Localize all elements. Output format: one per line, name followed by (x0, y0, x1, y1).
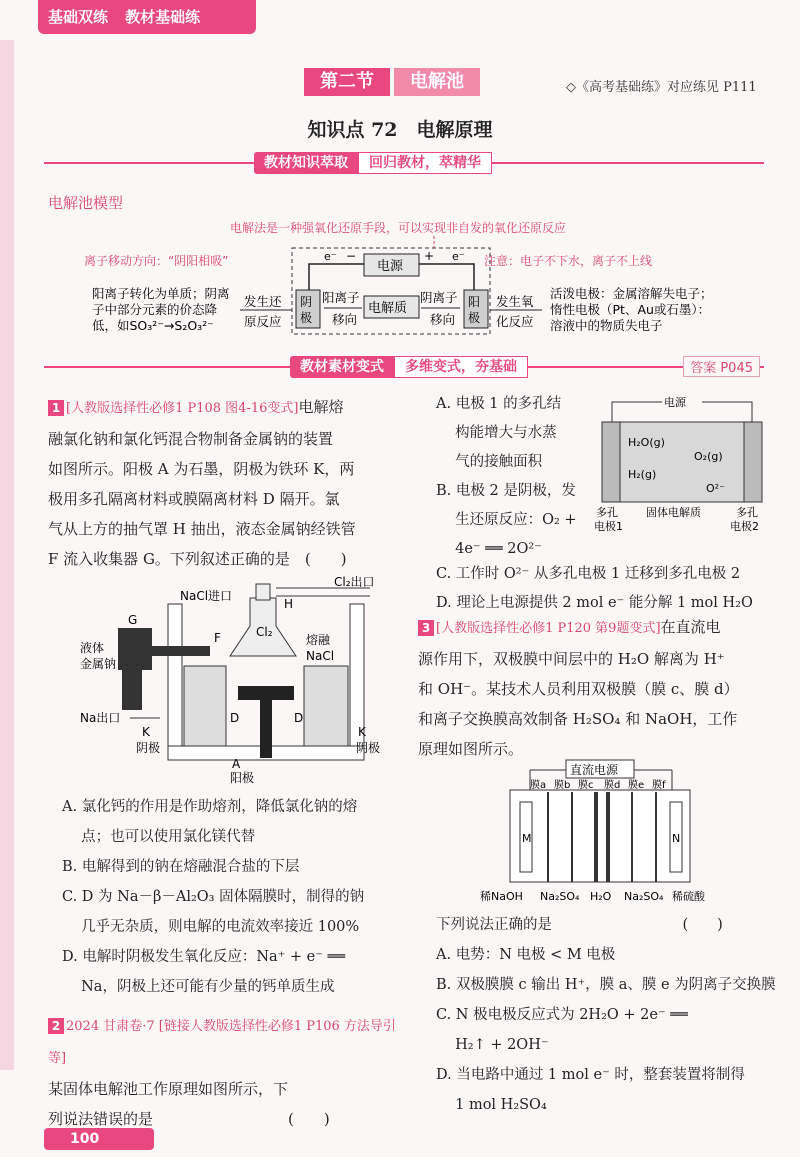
anode-label-1: 阳 (468, 295, 481, 309)
D-label-left: D (230, 711, 240, 725)
q3-bipolar-membrane-figure (480, 758, 716, 908)
plus-sign: + (424, 249, 435, 263)
na-outlet-label: Na出口 (80, 711, 121, 725)
q3-stem-2: 和 OH⁻。某技术人员利用双极膜（膜 c、膜 d） (418, 680, 739, 698)
question-3 (418, 612, 768, 764)
cathode-rxn-1: 发生还 (244, 294, 282, 309)
banner2-label-b: 多维变式，夯基础 (394, 356, 528, 378)
q1-stem-0: 电解熔 (298, 398, 344, 416)
cathode-label-2: 极 (300, 311, 313, 325)
electrode1-label-1: 多孔 (596, 506, 618, 519)
q1-stem-2: 如图所示。阳极 A 为石墨，阴极为铁环 K，两 (48, 460, 355, 478)
bottom-label-3: Na₂SO₄ (624, 890, 664, 903)
left-text-2: 子中部分元素的价态降 (92, 302, 218, 317)
A-label: A (232, 757, 241, 771)
q2-option-b-1[interactable]: B. 电极 2 是阴极，发 (436, 483, 576, 499)
porous-electrode-1 (602, 422, 620, 502)
cathode-label-1: 阴 (300, 295, 313, 309)
q3-stem-4: 原理如图所示。 (418, 740, 524, 758)
left-wire (309, 264, 364, 290)
bottom-label-2: H₂O (590, 890, 612, 903)
question-1 (48, 392, 398, 574)
anion-label: 阴离子 (420, 290, 458, 305)
model-left-note: 离子移动方向：“阴阳相吸” (84, 254, 229, 268)
electrode2-label-1: 多孔 (736, 506, 758, 519)
model-right-note: 注意：电子不下水，离子不上线 (484, 254, 653, 268)
membrane-label-e: 膜e (628, 780, 645, 791)
anode-rxn-1: 发生氧 (496, 294, 534, 309)
cation-move-label: 移向 (332, 312, 358, 327)
q2-option-a-3: 气的接触面积 (436, 454, 543, 470)
bottom-label-0: 稀NaOH (480, 890, 523, 903)
anion-move-label: 移向 (430, 312, 456, 327)
electrolysis-model-diagram (44, 212, 764, 342)
left-text-3: 低，如SO₃²⁻→S₂O₃²⁻ (92, 318, 214, 333)
bottom-label-1: Na₂SO₄ (540, 890, 580, 903)
q3-stem-3: 和离子交换膜高效制备 H₂SO₄ 和 NaOH，工作 (418, 710, 738, 728)
top-tab (38, 0, 256, 34)
question-2 (48, 1010, 408, 1134)
q3-option-c-1[interactable]: C. N 极电极反应式为 2H₂O + 2e⁻ ══ (436, 1007, 688, 1023)
q2-option-a-1[interactable]: A. 电极 1 的多孔结 (436, 396, 562, 412)
banner-variants (44, 356, 764, 378)
right-wire (419, 264, 474, 290)
pipe-F (140, 646, 210, 656)
q3-question (436, 910, 776, 1120)
q3-option-a[interactable]: A. 电势：N 电极 < M 电极 (436, 947, 616, 963)
left-text-1: 阳离子转化为单质；阴离 (92, 286, 230, 301)
q1-stem-1: 融氯化钠和氯化钙混合物制备金属钠的装置 (48, 430, 334, 448)
N-label: N (672, 832, 681, 845)
q1-option-b[interactable]: B. 电解得到的钠在熔融混合盐的下层 (62, 859, 300, 875)
q1-apparatus-figure (80, 576, 400, 786)
q2-option-c[interactable]: C. 工作时 O²⁻ 从多孔电极 1 迁移到多孔电极 2 (436, 566, 741, 582)
q1-stem-3: 极用多孔隔离材料或膜隔离材料 D 隔开。氯 (48, 490, 340, 508)
K-label-left: K (142, 725, 150, 739)
nacl-inlet-label: NaCl进口 (180, 589, 233, 603)
right-text-2: 惰性电极（Pt、Au或石墨）： (550, 302, 711, 317)
question-3-number: 3 (418, 620, 434, 636)
question-3-source: [人教版选择性必修1 P120 第9题变式] (436, 621, 661, 636)
molten-label-2: NaCl (306, 649, 335, 663)
cathode-rxn-2: 原反应 (244, 314, 282, 329)
q2-option-b-2: 生还原反应：O₂ + (436, 512, 577, 528)
q3-option-b[interactable]: B. 双极膜膜 c 输出 H⁺，膜 a、膜 e 为阴离子交换膜 (436, 977, 776, 993)
banner-label-a: 教材知识萃取 (254, 152, 358, 174)
o2-ion-label: O²⁻ (706, 482, 725, 495)
membrane-label-f: 膜f (652, 780, 666, 791)
h2-label: H₂(g) (628, 468, 657, 481)
cathode-label-right: 阴极 (356, 741, 381, 755)
anode-rxn-2: 化反应 (496, 314, 534, 329)
membrane-label-b: 膜b (554, 780, 571, 791)
question-1-number: 1 (48, 400, 64, 416)
electrode2-label-2: 电极2 (730, 520, 759, 533)
bottom-label-4: 稀硫酸 (672, 890, 705, 903)
reference-note: ◇《高考基础练》对应练见 P111 (566, 80, 757, 95)
minus-sign: − (346, 249, 357, 263)
cell-tank (510, 790, 690, 882)
cathode-left (184, 666, 226, 746)
q2-power-label: 电源 (664, 396, 686, 409)
q2-stem-0: 某固体电解池工作原理如图所示，下 (48, 1080, 289, 1098)
membrane-label-d: 膜d (604, 780, 621, 791)
cation-label: 阳离子 (322, 290, 360, 305)
page-number: 100 (70, 1131, 100, 1147)
q3-stem-0: 在直流电 (660, 618, 721, 636)
cl2-label: Cl₂ (256, 625, 273, 639)
electrolyte-label: 固体电解质 (646, 506, 701, 519)
knowledge-point-title: 知识点 72 电解原理 (307, 119, 493, 141)
right-text-3: 溶液中的物质失电子 (550, 318, 663, 333)
liquid-na-label-2: 金属钠 (80, 657, 117, 671)
M-label: M (522, 832, 532, 845)
q1-options (62, 792, 402, 1002)
cathode-right (304, 666, 348, 746)
q3-ask: 下列说法正确的是 ( ) (436, 917, 723, 933)
q2-options-top (436, 390, 606, 564)
hood-neck (256, 584, 270, 600)
liquid-na-label-1: 液体 (80, 641, 105, 655)
q1-option-c-2: 几乎无杂质，则电解的电流效率接近 100% (62, 919, 360, 935)
q1-stem-5: F 流入收集器 G。下列叙述正确的是 ( ) (48, 550, 347, 568)
banner-knowledge (44, 152, 764, 174)
q1-option-a-2: 点；也可以使用氯化镁代替 (62, 829, 256, 845)
electron-right: e⁻ (452, 250, 465, 263)
power-label: 电源 (377, 259, 404, 274)
solid-electrolyte (620, 422, 744, 502)
q2-option-b-3: 4e⁻ ══ 2O²⁻ (436, 541, 542, 557)
page-number-badge (44, 1128, 154, 1150)
molten-label-1: 熔融 (306, 633, 331, 647)
cl2-outlet-label: Cl₂出口 (334, 576, 375, 589)
anode-top (238, 686, 294, 700)
F-label: F (214, 631, 221, 645)
tab-label-1: 基础双练 (48, 8, 109, 26)
q2-option-d[interactable]: D. 理论上电源提供 2 mol e⁻ 能分解 1 mol H₂O (436, 595, 753, 611)
q3-option-d-1[interactable]: D. 当电路中通过 1 mol e⁻ 时，整套装置将制得 (436, 1067, 745, 1083)
q2-stem-1: 列说法错误的是 ( ) (48, 1110, 330, 1128)
cathode-label-left: 阴极 (136, 741, 161, 755)
left-margin-bar (0, 40, 14, 1070)
question-1-source: [人教版选择性必修1 P108 图4-16变式] (66, 401, 299, 416)
h2o-label: H₂O(g) (628, 436, 665, 449)
model-title: 电解池模型 (48, 194, 124, 212)
right-text-1: 活泼电极：金属溶解失电子； (550, 286, 713, 301)
G-label: G (128, 613, 138, 627)
section-title (304, 68, 480, 96)
anode-stem (260, 700, 272, 758)
q2-solid-cell-figure (594, 392, 770, 542)
anode-label: 阳极 (230, 771, 255, 785)
D-label-right: D (294, 711, 304, 725)
electrolyte-label: 电解质 (368, 301, 408, 316)
H-label: H (284, 597, 294, 611)
q3-stem-1: 源作用下，双极膜中间层中的 H₂O 解离为 H⁺ (418, 650, 725, 668)
q3-option-c-2: H₂↑ + 2OH⁻ (436, 1037, 549, 1053)
electron-left: e⁻ (324, 250, 337, 263)
q2-option-a-2: 构能增大与水蒸 (436, 425, 557, 441)
dc-power-label: 直流电源 (570, 763, 619, 777)
q2-options-bottom (436, 560, 776, 618)
tab-label-2: 教材基础练 (125, 8, 201, 26)
q1-option-c-1[interactable]: C. D 为 Na－β－Al₂O₃ 固体隔膜时，制得的钠 (62, 889, 365, 905)
left-wall (168, 604, 182, 754)
membrane-label-a: 膜a (530, 780, 547, 791)
q1-option-d-1[interactable]: D. 电解时阴极发生氧化反应：Na⁺ + e⁻ ══ (62, 949, 345, 965)
model-top-note: 电解法是一种强氧化还原手段，可以实现非自发的氧化还原反应 (230, 221, 567, 235)
membrane-label-c: 膜c (578, 780, 594, 791)
q1-option-a-1[interactable]: A. 氯化钙的作用是作助熔剂，降低氯化钠的熔 (62, 799, 358, 815)
section-number: 第二节 (304, 68, 390, 96)
q3-option-d-2: 1 mol H₂SO₄ (436, 1097, 547, 1113)
o2-label: O₂(g) (694, 450, 723, 463)
anode-label-2: 极 (468, 311, 481, 325)
banner2-label-a: 教材素材变式 (290, 356, 394, 378)
question-2-number: 2 (48, 1018, 64, 1034)
q1-option-d-2: Na，阴极上还可能有少量的钙单质生成 (62, 979, 335, 995)
answer-ref: 答案 P045 (683, 356, 760, 377)
electrode1-label-2: 电极1 (594, 520, 623, 533)
K-label-right: K (358, 725, 366, 739)
collector-outlet (122, 670, 142, 710)
section-name: 电解池 (394, 68, 480, 96)
question-2-source: 2024 甘肃卷·7 [链接人教版选择性必修1 P106 方法导引等] (48, 1019, 396, 1066)
q1-stem-4: 气从上方的抽气罩 H 抽出，液态金属钠经铁管 (48, 520, 356, 538)
porous-electrode-2 (744, 422, 762, 502)
banner-label-b: 回归教材，萃精华 (358, 152, 492, 174)
